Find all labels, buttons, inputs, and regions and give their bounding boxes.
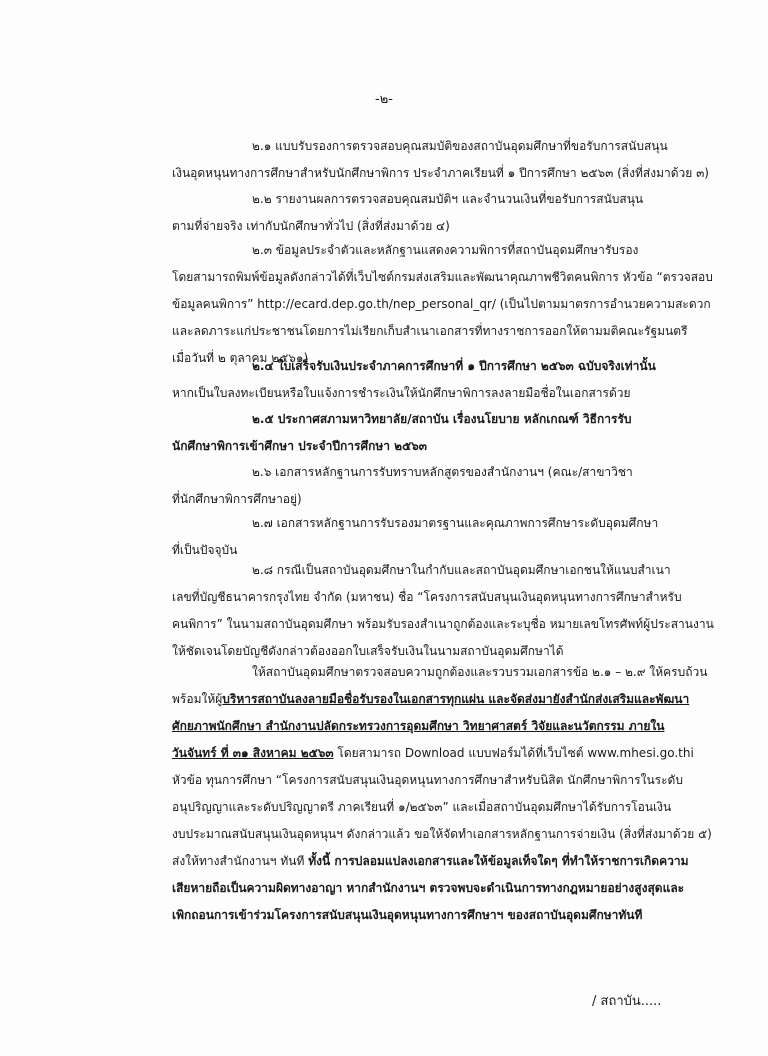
item-line: นักศึกษาพิการเข้าศึกษา ประจำปีการศึกษา ๒๕๖๓: [172, 439, 427, 453]
closing-paragraph: [172, 659, 712, 929]
item-line: และลดภาระแก่ประชาชนโดยการไม่เรียกเก็บสำเนาเอกสารที่ทางราชการออกให้ตามมติคณะรัฐมนตรี: [172, 324, 688, 338]
closing-line: [172, 686, 690, 713]
closing-line: [172, 848, 689, 875]
item-2-1: [172, 133, 709, 187]
item-line: คนพิการ” ในนามสถาบันอุดมศึกษา พร้อมรับรองสำเนาถูกต้องและระบุชื่อ หมายเลขโทรศัพท์ผู้ประสานงาน: [172, 617, 714, 631]
closing-line: หัวข้อ ทุนการศึกษา “โครงการสนับสนุนเงินอุดหนุนทางการศึกษาสำหรับนิสิต นักศึกษาพิการในระดับ: [172, 773, 683, 787]
item-2-8: [172, 557, 714, 665]
item-2-2: [172, 186, 682, 240]
closing-line: งบประมาณสนับสนุนเงินอุดหนุนฯ ดังกล่าวแล้ว ขอให้จัดทำเอกสารหลักฐานการจ่ายเงิน (สิ่งที่ส่งมาด้วย ๕): [172, 827, 712, 841]
closing-text: พร้อมให้ผู้: [172, 692, 223, 706]
item-line: ให้ชัดเจนโดยบัญชีดังกล่าวต้องออกใบเสร็จรับเงินในนามสถาบันอุดมศึกษาได้: [172, 644, 564, 658]
closing-line: อนุปริญญาและระดับปริญญาตรี ภาคเรียนที่ ๑/๒๕๖๓” และเมื่อสถาบันอุดมศึกษาได้รับการโอนเงิน: [172, 800, 672, 814]
closing-text: โดยสามารถ Download แบบฟอร์มได้ที่เว็บไซต์ www.mhesi.go.thi: [333, 746, 694, 760]
item-2-5: [172, 406, 682, 460]
page-number: -๒-: [375, 92, 393, 107]
item-line: ๒.๑ แบบรับรองการตรวจสอบคุณสมบัติของสถาบันอุดมศึกษาที่ขอรับการสนับสนุน: [252, 139, 668, 153]
item-line: ๒.๗ เอกสารหลักฐานการรับรองมาตรฐานและคุณภาพการศึกษาระดับอุดมศึกษา: [252, 516, 659, 530]
page-continuation: / สถาบัน.....: [592, 994, 662, 1009]
closing-emphasis: บริหารสถาบันลงลายมือชื่อรับรองในเอกสารทุกแผ่น และจัดส่งมายังสำนักส่งเสริมและพัฒนา: [222, 692, 690, 706]
closing-line: เสียหายถือเป็นความผิดทางอาญา หากสำนักงานฯ ตรวจพบจะดำเนินการทางกฎหมายอย่างสูงสุดและ: [172, 881, 685, 895]
closing-line: [172, 740, 694, 767]
item-line: ๒.๘ กรณีเป็นสถาบันอุดมศึกษาในกำกับและสถาบันอุดมศึกษาเอกชนให้แนบสำเนา: [252, 563, 671, 577]
item-line: ๒.๒ รายงานผลการตรวจสอบคุณสมบัติฯ และจำนวนเงินที่ขอรับการสนับสนุน: [252, 192, 644, 206]
item-line: ข้อมูลคนพิการ” http://ecard.dep.go.th/nep_personal_qr/ (เป็นไปตามมาตรการอำนวยความสะดวก: [172, 297, 711, 311]
item-line: เลขที่บัญชีธนาคารกรุงไทย จำกัด (มหาชน) ชื่อ “โครงการสนับสนุนเงินอุดหนุนทางการศึกษาสำหรับ: [172, 590, 682, 604]
item-2-6: [172, 459, 682, 513]
item-line: เงินอุดหนุนทางการศึกษาสำหรับนักศึกษาพิการ ประจำภาคเรียนที่ ๑ ปีการศึกษา ๒๕๖๓ (สิ่งที่ส่งมาด้วย ๓): [172, 166, 709, 180]
item-line: ๒.๔ ใบเสร็จรับเงินประจำภาคการศึกษาที่ ๑ ปีการศึกษา ๒๕๖๓ ฉบับจริงเท่านั้น: [252, 359, 656, 373]
closing-line: ให้สถาบันอุดมศึกษาตรวจสอบความถูกต้องและรวบรวมเอกสารข้อ ๒.๑ – ๒.๙ ให้ครบถ้วน: [252, 665, 708, 679]
closing-line: ศักยภาพนักศึกษา สำนักงานปลัดกระทรวงการอุดมศึกษา วิทยาศาสตร์ วิจัยและนวัตกรรม ภายใน: [172, 719, 665, 733]
item-2-7: [172, 510, 682, 564]
item-2-3: [172, 237, 713, 372]
closing-text: ส่งให้ทางสำนักงานฯ ทันที: [172, 854, 309, 868]
item-line: หากเป็นใบลงทะเบียนหรือใบแจ้งการชำระเงินให้นักศึกษาพิการลงลายมือชื่อในเอกสารด้วย: [172, 386, 631, 400]
item-line: ที่เป็นปัจจุบัน: [172, 543, 238, 557]
item-line: ๒.๖ เอกสารหลักฐานการรับทราบหลักสูตรของสำนักงานฯ (คณะ/สาขาวิชา: [252, 465, 633, 479]
item-2-4: [172, 353, 682, 407]
item-line: โดยสามารถพิมพ์ข้อมูลดังกล่าวได้ที่เว็บไซต์กรมส่งเสริมและพัฒนาคุณภาพชีวิตคนพิการ หัวข้อ “ตรวจสอบ: [172, 270, 713, 284]
item-line: ๒.๕ ประกาศสภามหาวิทยาลัย/สถาบัน เรื่องนโยบาย หลักเกณฑ์ วิธีการรับ: [252, 412, 632, 426]
closing-emphasis: ทั้งนี้ การปลอมแปลงเอกสารและให้ข้อมูลเท็จใดๆ ที่ทำให้ราชการเกิดความ: [308, 854, 689, 868]
item-line: ที่นักศึกษาพิการศึกษาอยู่): [172, 492, 302, 506]
item-line: เมื่อวันที่ ๒ ตุลาคม ๒๕๖๑): [172, 351, 309, 365]
item-line: ตามที่จ่ายจริง เท่ากับนักศึกษาทั่วไป (สิ่งที่ส่งมาด้วย ๔): [172, 219, 450, 233]
item-line: ๒.๓ ข้อมูลประจำตัวและหลักฐานแสดงความพิการที่สถาบันอุดมศึกษารับรอง: [252, 243, 639, 257]
closing-line: เพิกถอนการเข้าร่วมโครงการสนับสนุนเงินอุดหนุนทางการศึกษาฯ ของสถาบันอุดมศึกษาทันที: [172, 908, 643, 922]
deadline-date: วันจันทร์ ที่ ๓๑ สิงหาคม ๒๕๖๓: [172, 746, 334, 760]
